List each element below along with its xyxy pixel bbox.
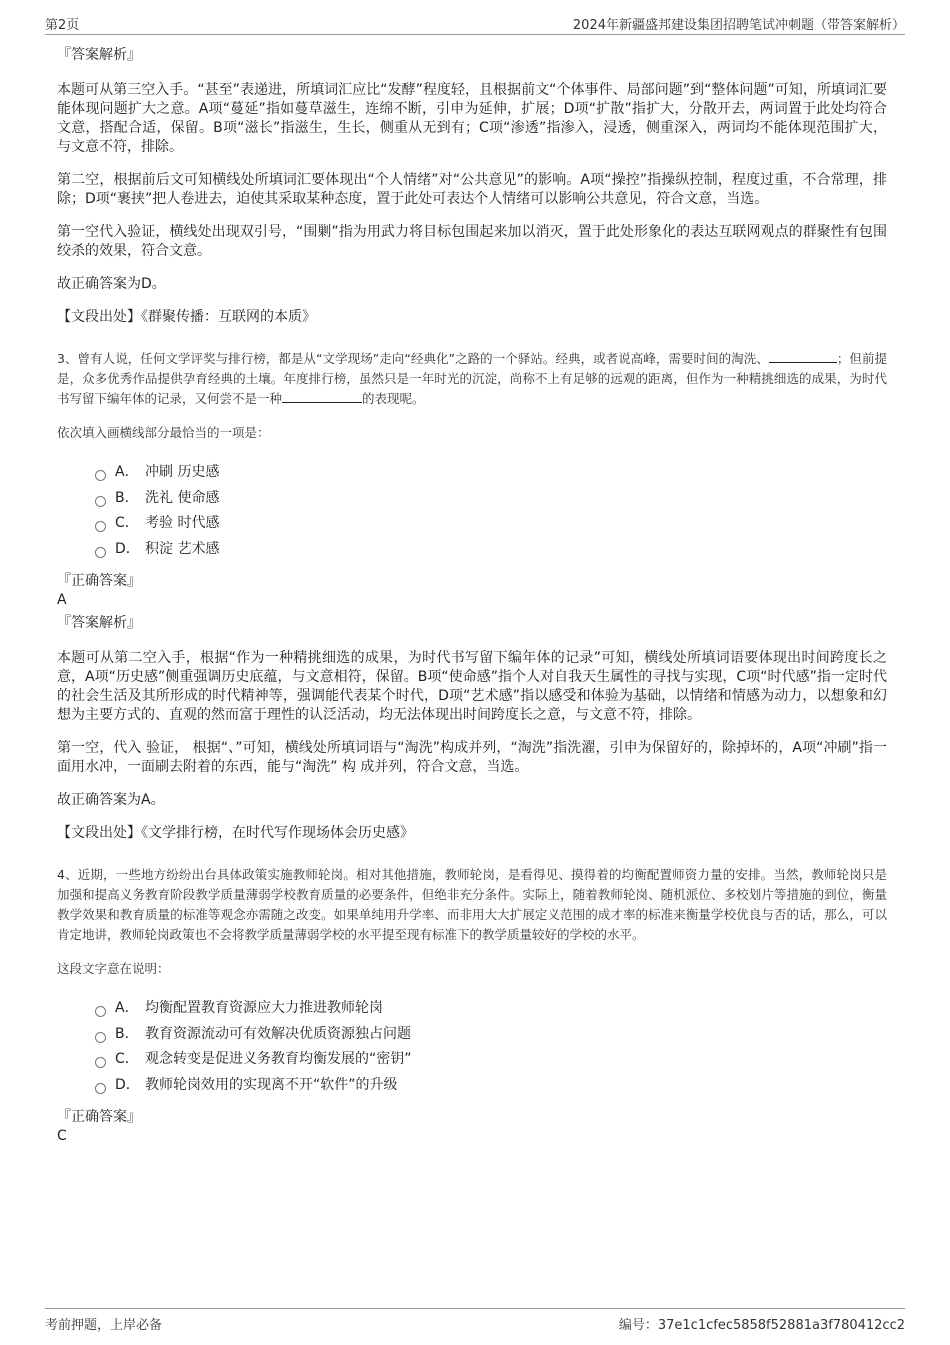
radio-icon[interactable] <box>95 521 106 532</box>
analysis-paragraph: 第二空，根据前后文可知横线处所填词汇要体现出“个人情绪”对“公共意见”的影响。A项“操控”指操纵控制，程度过重，不合常理，排除；D项“裹挟”把人卷进去，迫使其采取某种态度，置于此处可表达个人情绪可以影响公共意见，符合文意，当选。 <box>57 172 887 207</box>
analysis-paragraph: 第一空代入验证，横线处出现双引号，“围剿”指为用武力将目标包围起来加以消灭，置于此处形象化的表达互联网观点的群聚性有包围绞杀的效果，符合文意。 <box>57 224 887 259</box>
page-header <box>45 14 905 35</box>
correct-answer: A <box>57 592 67 608</box>
option-b[interactable]: B． 洗礼 使命感 <box>95 486 887 512</box>
option-c[interactable]: C． 考验 时代感 <box>95 511 887 537</box>
radio-icon[interactable] <box>95 496 106 507</box>
analysis-heading: 『答案解析』 <box>57 615 141 631</box>
correct-answer-heading: 『正确答案』 <box>57 1109 141 1125</box>
question-3-prompt: 依次填入画横线部分最恰当的一项是： <box>57 425 270 440</box>
option-a[interactable]: A． 冲刷 历史感 <box>95 460 887 486</box>
analysis-paragraph: 本题可从第二空入手，根据“作为一种精挑细选的成果，为时代书写留下编年体的记录”可知，横线处所填词语要体现出时间跨度长之意，A项“历史感”侧重强调历史底蕴，与文意相符，保留。B项“使命感”指个人对自我天生属性的寻找与实现，C项“时代感”指一定时代的社会生活及其所形成的时代精神等，强调能代表某个时代，D项“艺术感”指以感受和体验为基础，以情绪和情感为动力，以想象和幻想为主要方式的、直观的然而富于理性的认泛活动，均无法体现出时间跨度长之意，与文意不符，排除。 <box>57 650 887 723</box>
page-footer <box>45 1308 905 1336</box>
conclusion: 故正确答案为D。 <box>57 276 166 292</box>
option-d[interactable]: D． 教师轮岗效用的实现离不开“软件”的升级 <box>95 1073 887 1099</box>
page-number: 第2页 <box>45 18 80 33</box>
source-citation: 【文段出处】《文学排行榜，在时代写作现场体会历史感》 <box>57 825 414 841</box>
correct-answer-heading: 『正确答案』 <box>57 573 141 589</box>
question-3-options <box>95 460 887 562</box>
document-id: 编号：37e1c1cfec5858f52881a3f780412cc2 <box>618 1318 905 1333</box>
radio-icon[interactable] <box>95 1006 106 1017</box>
question-4-text: 4、近期，一些地方纷纷出台具体政策实施教师轮岗。相对其他措施，教师轮岗，是看得见、摸得着的均衡配置师资力量的安排。当然，教师轮岗只是加强和提高义务教育阶段教学质量薄弱学校教育质量的必要条件，但绝非充分条件。实际上，随着教师轮岗、随机派位、多校划片等措施的到位，衡量教学效果和教育质量的标准等观念亦需随之改变。如果单纯用升学率、而非用大大扩展定义范围的成才率的标准来衡量学校优良与否的话，那么，可以肯定地讲，教师轮岗政策也不会将教学质量薄弱学校的水平提至现有标准下的教学质量较好的学校的水平。 <box>57 867 887 942</box>
analysis-paragraph: 本题可从第三空入手。“甚至”表递进，所填词汇应比“发酵”程度轻，且根据前文“个体事件、局部问题”到“整体问题”可知，所填词汇要能体现问题扩大之意。A项“蔓延”指如蔓草滋生，连绵不断，引申为延伸，扩展；D项“扩散”指扩大，分散开去，两词置于此处均符合文意，搭配合适，保留。B项“滋长”指滋生，生长，侧重从无到有；C项“渗透”指渗入，浸透，侧重深入，两词均不能体现范围扩大，与文意不符，排除。 <box>57 82 887 155</box>
conclusion: 故正确答案为A。 <box>57 792 165 808</box>
blank-2 <box>282 389 362 403</box>
correct-answer: C <box>57 1128 67 1144</box>
document-title: 2024年新疆盛邦建设集团招聘笔试冲刺题（带答案解析） <box>572 18 905 33</box>
blank-1 <box>769 349 837 363</box>
question-3-text: 3、曾有人说，任何文学评奖与排行榜，都是从“文学现场”走向“经典化”之路的一个驿站。经典，或者说高峰，需要时间的淘洗、 ；但前提是，众多优秀作品提供孕育经典的土壤。年度排行榜，虽然只是一年时光的沉淀，尚称不上有足够的远观的距离，但作为一种精挑细选的成果，为时代书写留下编年体的记录，又何尝不是一种 的表现呢。 <box>57 351 887 406</box>
footer-slogan: 考前押题，上岸必备 <box>45 1318 163 1333</box>
option-b[interactable]: B． 教育资源流动可有效解决优质资源独占问题 <box>95 1022 887 1048</box>
analysis-heading: 『答案解析』 <box>57 47 141 63</box>
radio-icon[interactable] <box>95 470 106 481</box>
source-citation: 【文段出处】《群聚传播：互联网的本质》 <box>57 309 316 325</box>
option-a[interactable]: A． 均衡配置教育资源应大力推进教师轮岗 <box>95 996 887 1022</box>
question-4-prompt: 这段文字意在说明： <box>57 961 170 976</box>
question-4-options <box>95 996 887 1098</box>
radio-icon[interactable] <box>95 1057 106 1068</box>
option-d[interactable]: D． 积淀 艺术感 <box>95 537 887 563</box>
analysis-paragraph: 第一空，代入 验证， 根据“、”可知，横线处所填词语与“淘洗”构成并列，“淘洗”指洗濯，引申为保留好的，除掉坏的，A项“冲刷”指一面用水冲，一面刷去附着的东西，能与“淘洗” 构 成并列，符合文意，当选。 <box>57 740 887 775</box>
radio-icon[interactable] <box>95 1032 106 1043</box>
document-body <box>57 46 887 1150</box>
radio-icon[interactable] <box>95 1083 106 1094</box>
option-c[interactable]: C． 观念转变是促进义务教育均衡发展的“密钥” <box>95 1047 887 1073</box>
radio-icon[interactable] <box>95 547 106 558</box>
